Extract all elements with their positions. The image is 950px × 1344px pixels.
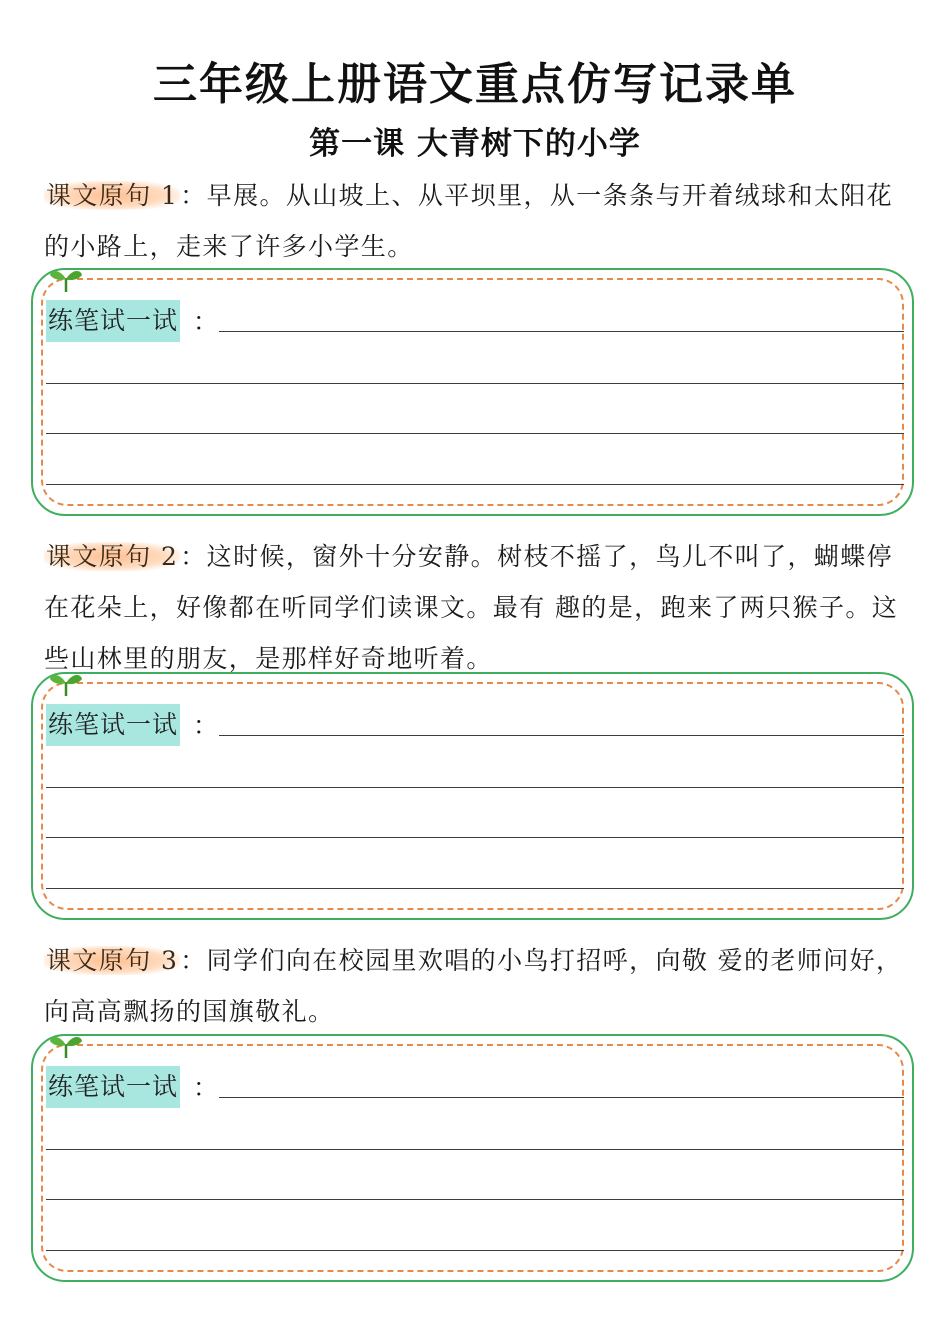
sentence-colon-3: ： (180, 946, 207, 975)
page-title: 三年级上册语文重点仿写记录单 (153, 59, 797, 110)
practice-label-2: 练笔试一试 (46, 704, 180, 746)
practice-label-3: 练笔试一试 (46, 1066, 180, 1108)
page-subtitle: 第一课 大青树下的小学 (309, 126, 641, 162)
original-sentence-3 (44, 935, 912, 1037)
writing-line[interactable] (46, 383, 904, 384)
sprout-icon (49, 1032, 83, 1058)
writing-line[interactable] (219, 735, 904, 736)
writing-line[interactable] (46, 888, 904, 889)
writing-line[interactable] (46, 837, 904, 838)
practice-label-1: 练笔试一试 (46, 300, 180, 342)
sentence-label-2: 课文原句 2 (46, 542, 179, 571)
practice-box-1 (31, 268, 914, 516)
original-sentence-1 (44, 170, 912, 272)
practice-colon-2: ： (193, 711, 219, 740)
writing-line[interactable] (46, 1199, 904, 1200)
sentence-colon-2: ： (180, 542, 207, 571)
writing-line[interactable] (46, 484, 904, 485)
writing-line[interactable] (219, 1097, 904, 1098)
writing-line[interactable] (46, 1250, 904, 1251)
practice-colon-1: ： (193, 307, 219, 336)
sentence-text-2: 这时候，窗外十分安静。树枝不摇了，鸟儿不叫了，蝴蝶停在花朵上，好像都在听同学们读课文。最有 趣的是，跑来了两只猴子。这些山林里的朋友，是那样好奇地听着。 (44, 542, 899, 673)
writing-line[interactable] (46, 433, 904, 434)
practice-box-2 (31, 672, 914, 920)
sentence-colon-1: ： (180, 181, 207, 210)
sentence-label-3: 课文原句 3 (46, 946, 179, 975)
writing-line[interactable] (219, 331, 904, 332)
sentence-text-3: 同学们向在校园里欢唱的小鸟打招呼，向敬 爱的老师问好，向高高飘扬的国旗敬礼。 (44, 946, 903, 1026)
practice-colon-3: ： (193, 1073, 219, 1102)
sprout-icon (49, 266, 83, 292)
writing-line[interactable] (46, 1149, 904, 1150)
sentence-label-1: 课文原句 1 (46, 181, 179, 210)
sprout-icon (49, 670, 83, 696)
practice-box-3 (31, 1034, 914, 1282)
original-sentence-2 (44, 531, 912, 684)
sentence-text-1: 早展。从山坡上、从平坝里，从一条条与开着绒球和太阳花的小路上，走来了许多小学生。 (44, 181, 894, 261)
writing-line[interactable] (46, 787, 904, 788)
